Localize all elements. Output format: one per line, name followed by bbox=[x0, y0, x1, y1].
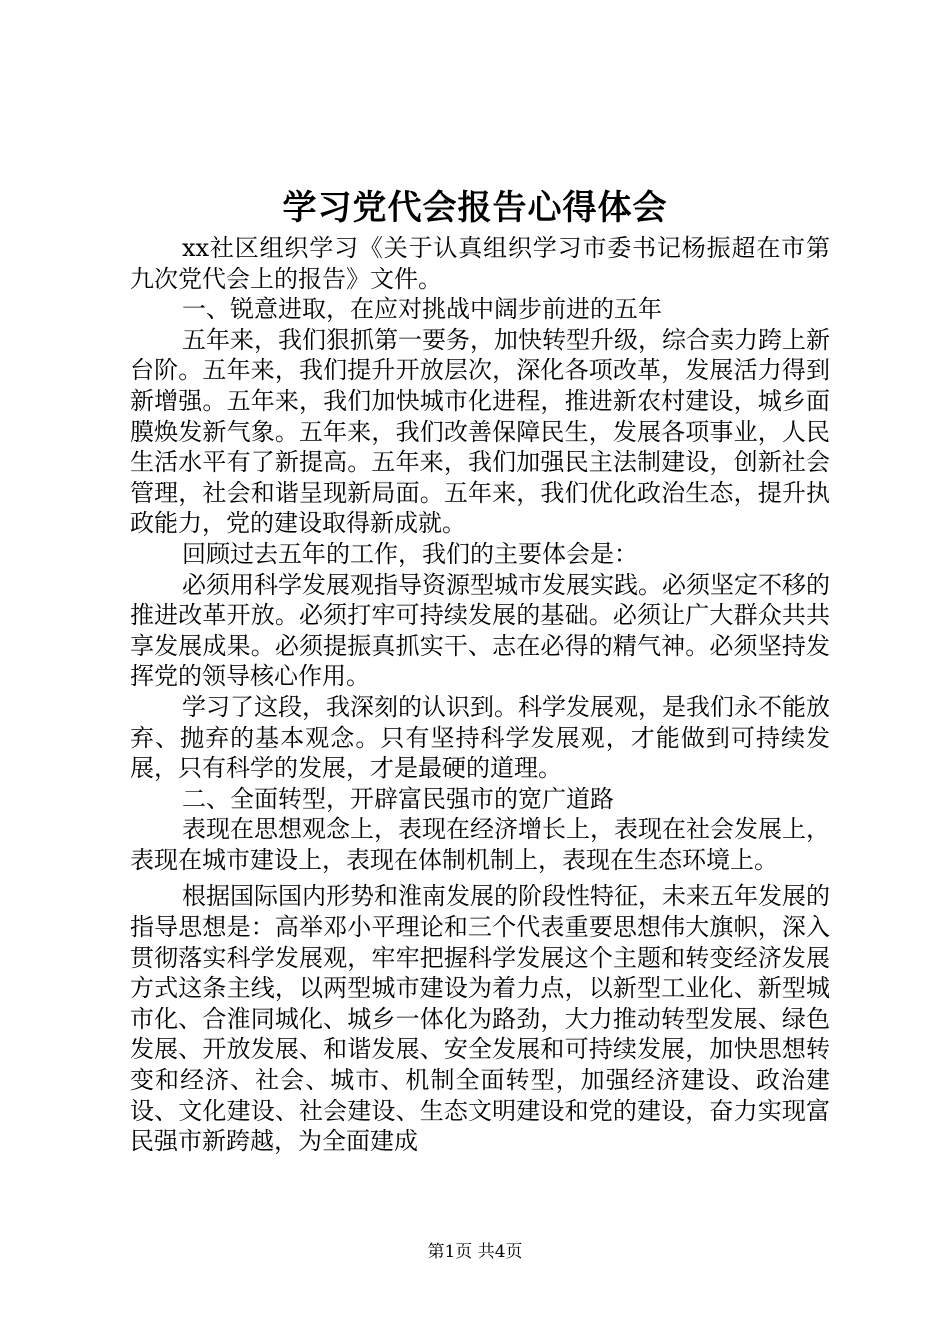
paragraph-intro: xx社区组织学习《关于认真组织学习市委书记杨振超在市第九次党代会上的报告》文件。 bbox=[130, 234, 830, 293]
paragraph-reflection: 学习了这段，我深刻的认识到。科学发展观，是我们永不能放弃、抛弃的基本观念。只有坚持科学发展观，才能做到可持续发展，只有科学的发展，才是最硬的道理。 bbox=[130, 692, 830, 783]
paragraph-guiding-thought: 根据国际国内形势和淮南发展的阶段性特征，未来五年发展的指导思想是：高举邓小平理论和三个代表重要思想伟大旗帜，深入贯彻落实科学发展观，牢牢把握科学发展这个主题和转变经济发展方式这条主线，以两型城市建设为着力点，以新型工业化、新型城市化、合淮同城化、城乡一体化为路劲，大力推动转型发展、绿色发展、开放发展、和谐发展、安全发展和可持续发展，加快思想转变和经济、社会、城市、机制全面转型，加强经济建设、政治建设、文化建设、社会建设、生态文明建设和党的建设，奋力实现富民强市新跨越，为全面建成 bbox=[130, 882, 830, 1156]
paragraph-five-years: 五年来，我们狠抓第一要务，加快转型升级，综合卖力跨上新台阶。五年来，我们提升开放层次，深化各项改革，发展活力得到新增强。五年来，我们加快城市化进程，推进新农村建设，城乡面膜焕发新气象。五年来，我们改善保障民生，发展各项事业，人民生活水平有了新提高。五年来，我们加强民主法制建设，创新社会管理，社会和谐呈现新局面。五年来，我们优化政治生态，提升执政能力，党的建设取得新成就。 bbox=[130, 325, 830, 538]
paragraph-review: 回顾过去五年的工作，我们的主要体会是： bbox=[182, 539, 638, 568]
page-footer: 第1页 共4页 bbox=[427, 1242, 523, 1262]
document-title: 学习党代会报告心得体会 bbox=[282, 188, 668, 228]
heading-section-one: 一、锐意进取，在应对挑战中阔步前进的五年 bbox=[182, 295, 662, 324]
heading-section-two: 二、全面转型，开辟富民强市的宽广道路 bbox=[182, 784, 614, 813]
document-body bbox=[130, 233, 830, 1157]
paragraph-musts: 必须用科学发展观指导资源型城市发展实践。必须坚定不移的推进改革开放。必须打牢可持续发展的基础。必须让广大群众共共享发展成果。必须提振真抓实干、志在必得的精气神。必须坚持发挥党的领导核心作用。 bbox=[130, 570, 830, 691]
paragraph-manifestation: 表现在思想观念上，表现在经济增长上，表现在社会发展上，表现在城市建设上，表现在体制机制上，表现在生态环境上。 bbox=[130, 815, 830, 874]
